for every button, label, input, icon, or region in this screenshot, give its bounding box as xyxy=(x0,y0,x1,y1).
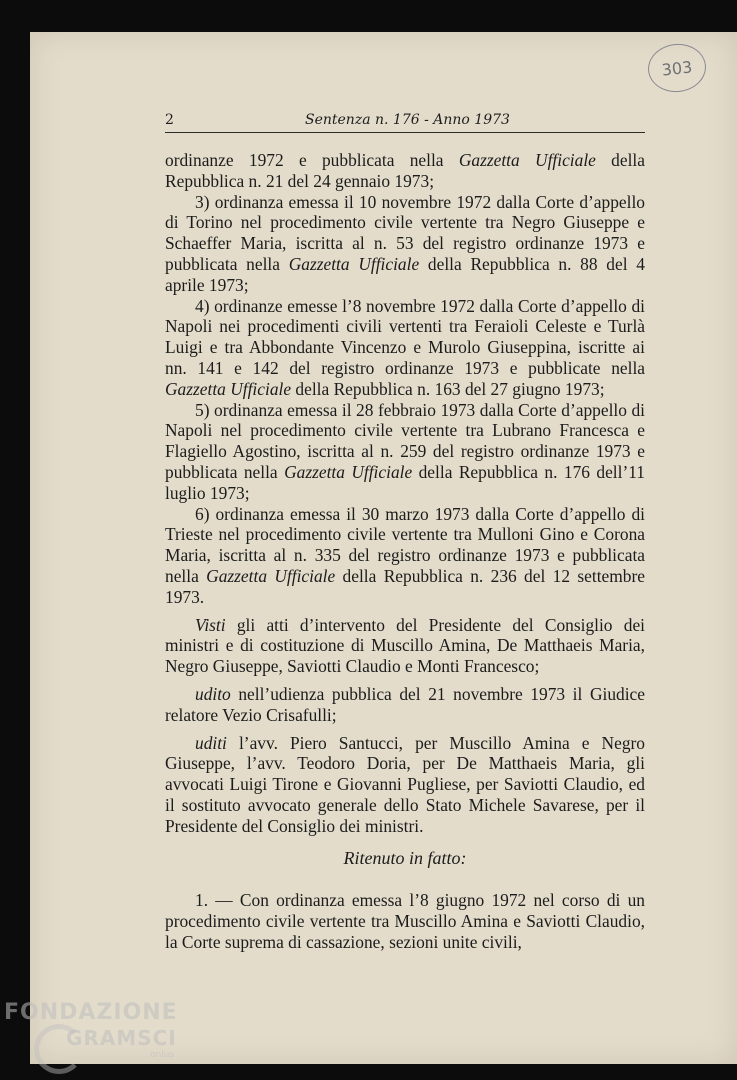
page-number: 2 xyxy=(165,112,174,128)
paragraph-continuation: ordinanze 1972 e pubblicata nella Gazzetta Ufficiale della Repubblica n. 21 del 24 gennaio 1973; xyxy=(165,150,645,191)
watermark-line-2: GRAMSCI xyxy=(66,1026,177,1050)
paragraph-item-3: 3) ordinanza emessa il 10 novembre 1972 dalla Corte d’appello di Torino nel procedimento civile vertente tra Negro Giuseppe e Schaeffer Maria, iscritta al n. 53 del registro ordinanze 1973 e pubblicata nella Gazzetta Ufficiale della Repubblica n. 88 del 4 aprile 1973; xyxy=(165,191,645,295)
header-title: Sentenza n. 176 - Anno 1973 xyxy=(305,112,510,128)
paragraph-item-5: 5) ordinanza emessa il 28 febbraio 1973 dalla Corte d’appello di Napoli nel procedimento civile vertente tra Lubrano Francesca e Flagiello Agostino, iscritta al n. 259 del registro ordinanze 1973 e pubblicata nella Gazzetta Ufficiale della Repubblica n. 176 dell’11 luglio 1973; xyxy=(165,399,645,503)
page-header xyxy=(165,110,645,133)
paragraph-udito: udito nell’udienza pubblica del 21 novembre 1973 il Giudice relatore Vezio Crisafulli; xyxy=(165,683,645,725)
watermark-line-1: FONDAZIONE xyxy=(4,1000,178,1025)
watermark-line-3: onlus xyxy=(150,1050,175,1060)
watermark-logo xyxy=(4,1000,194,1080)
paragraph-item-4: 4) ordinanze emesse l’8 novembre 1972 dalla Corte d’appello di Napoli nei procedimenti civili vertenti tra Feraioli Celeste e Turlà Luigi e tra Abbondante Vincenzo e Murolo Giuseppina, iscritte ai nn. 141 e 142 del registro ordinanze 1973 e pubblicate nella Gazzetta Ufficiale della Repubblica n. 163 del 27 giugno 1973; xyxy=(165,295,645,399)
paragraph-visti: Visti gli atti d’intervento del Presidente del Consiglio dei ministri e di costituzione di Muscillo Amina, De Matthaeis Maria, Negro Giuseppe, Saviotti Claudio e Monti Francesco; xyxy=(165,614,645,677)
archive-stamp: 303 xyxy=(646,41,709,95)
section-heading: Ritenuto in fatto: xyxy=(343,848,467,868)
paragraph-uditi: uditi l’avv. Piero Santucci, per Muscillo Amina e Negro Giuseppe, l’avv. Teodoro Doria, per De Matthaeis Maria, gli avvocati Luigi Tirone e Giovanni Pugliese, per Saviotti Claudio, ed il sostituto avvocato generale dello Stato Michele Savarese, per il Presidente del Consiglio dei ministri. xyxy=(165,732,645,836)
document-body xyxy=(165,150,645,837)
paragraph-item-6: 6) ordinanza emessa il 30 marzo 1973 dalla Corte d’appello di Trieste nel procedimento civile vertente tra Mulloni Gino e Corona Maria, iscritta al n. 335 del registro ordinanze 1973 e pubblicata nella Gazzetta Ufficiale della Repubblica n. 236 del 12 settembre 1973. xyxy=(165,503,645,607)
fact-paragraph-1: 1. — Con ordinanza emessa l’8 giugno 1972 nel corso di un procedimento civile vertente tra Muscillo Amina e Saviotti Claudio, la Corte suprema di cassazione, sezioni unite civili, xyxy=(165,890,645,952)
